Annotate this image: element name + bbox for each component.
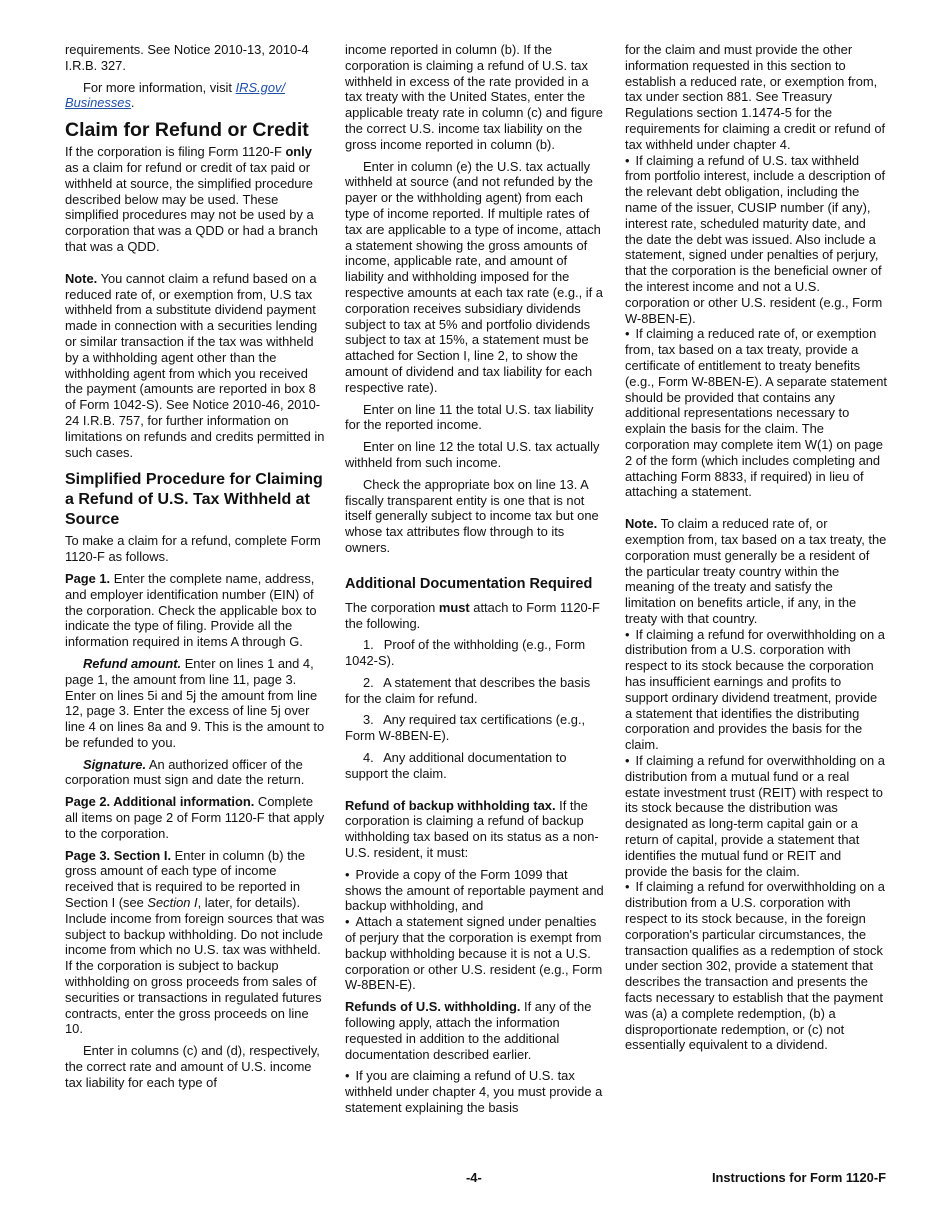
bullet-item: • If claiming a refund for overwithholding on a distribution from a U.S. corporation with respect to its stock because, in the foreign corporation's particular circumstances, the transaction qualifies as a redemption of stock under section 302, provide a statement that describes the transaction and presents the facts necessary to establish that the payment was (a) a complete redemption, (b) a disproportionate redemption, or (c) not essentially equivalent to a dividend. xyxy=(625,879,887,1053)
more-info-period: . xyxy=(130,95,135,111)
paragraph-simplified: To make a claim for a refund, complete Form 1120-F as follows. xyxy=(65,533,321,565)
bullet-item: • Attach a statement signed under penalties of perjury that the corporation is exempt from backup withholding because it is not a U.S. corporation or other U.S. resident (e.g., Form W-8BEN-E). xyxy=(345,914,607,993)
backup-label: Refund of backup withholding tax. xyxy=(345,797,556,813)
bullet-item: • If you are claiming a refund of U.S. tax withheld under chapter 4, you must provide a statement explaining the basis xyxy=(345,1068,607,1115)
page-number: -4- xyxy=(466,1170,482,1185)
page2-text: Complete all items on page 2 of Form 1120-F that apply to the corporation. xyxy=(65,794,325,841)
note-label: Note. xyxy=(625,516,658,532)
bullet-item: • If claiming a refund for overwithholding on a distribution from a U.S. corporation with respect to its stock because the corporation has insufficient earnings and profits to support ordinary dividend treatment, provide a statement that identifies the distributing corporation and provides the basis for the claim. xyxy=(625,627,887,753)
page1-label: Page 1. xyxy=(65,570,111,586)
refunds-text: If any of the following apply, attach the information requested in addition to the additional documentation described earlier. xyxy=(345,999,592,1062)
paragraph-continued: income reported in column (b). If the corporation is claiming a refund of U.S. tax withheld in excess of the rate provided in a tax treaty with the United States, enter the applicable treaty rate in column (c) and figure the correct U.S. income tax liability on the gross income reported in column (b). xyxy=(345,42,603,152)
paragraph-page3 xyxy=(65,848,327,1038)
paragraph-backup-withholding xyxy=(345,798,607,861)
paragraph-refunds-withholding xyxy=(345,999,607,1062)
more-info-text: For more information, visit xyxy=(83,79,236,95)
page3-section-ref: Section I xyxy=(147,895,198,911)
list-item: 4. Any additional documentation to support the claim. xyxy=(345,750,567,781)
column-middle xyxy=(345,42,607,1116)
column-left xyxy=(65,42,327,1097)
claim-text-c: as a claim for refund or credit of tax paid or withheld at source, the simplified procedure described below may be used. These simplified procedures may not be used by a corporation that was a QDD or had a branch that was a QDD. xyxy=(65,159,318,254)
paragraph-claim xyxy=(65,144,327,255)
note-treaty xyxy=(625,516,887,627)
paragraph-line11: Enter on line 11 the total U.S. tax liability for the reported income. xyxy=(345,401,594,433)
note-text: You cannot claim a refund based on a reduced rate of, or exemption from, U.S tax withheld from a substitute dividend payment made in connection with a securities lending or similar transaction if the tax was withheld by a withholding agent other than the withholding agent from which you received the payment (amounts are reported in box 8 of Form 1042-S). See Notice 2010-46, 2010-24 I.R.B. 757, for further information on limitations on refunds and credits permitted in such cases. xyxy=(65,270,325,460)
list-item: 2. A statement that describes the basis for the claim for refund. xyxy=(345,674,591,706)
paragraph-page1 xyxy=(65,571,327,650)
bullet-item: • If claiming a refund for overwithholding on a distribution from a mutual fund or a real estate investment trust (REIT) with respect to its stock because the distribution was designated as long-term capital gain or a return of capital, provide a statement that identifies the mutual fund or REIT and provide the basis for the claim. xyxy=(625,753,887,879)
note-label: Note. xyxy=(65,270,98,286)
paragraph-line12: Enter on line 12 the total U.S. tax actually withheld from such income. xyxy=(345,439,600,470)
must-bold: must xyxy=(438,599,470,615)
page2-label: Page 2. Additional information. xyxy=(65,794,255,810)
signature-label: Signature. xyxy=(83,756,147,772)
footer-form-title: Instructions for Form 1120-F xyxy=(711,1170,886,1185)
column-right xyxy=(625,42,887,1053)
paragraph-signature xyxy=(65,757,327,789)
heading-claim-for-refund: Claim for Refund or Credit xyxy=(65,119,309,142)
backup-text: If the corporation is claiming a refund of backup withholding tax based on its status as a non-U.S. resident, it must: xyxy=(345,797,599,861)
refund-amount-label: Refund amount. xyxy=(83,655,182,671)
paragraph-continued: for the claim and must provide the other information requested in this section to establish a reduced rate, or exemption from, tax under section 881. See Treasury Regulations section 1.1474-5 for the requirements for claiming a credit or refund of tax withheld under chapter 4. xyxy=(625,42,886,152)
claim-text-a: If the corporation is filing Form 1120-F xyxy=(65,144,286,160)
paragraph-line13: Check the appropriate box on line 13. A fiscally transparent entity is one that is not itself generally subject to income tax but one whose tax attributes flow through to its owners. xyxy=(345,476,599,555)
irs-businesses-link[interactable]: IRS.gov/ Businesses xyxy=(65,79,286,111)
must-text-c: attach to Form 1120-F the following. xyxy=(345,599,600,631)
refunds-label: Refunds of U.S. withholding. xyxy=(345,999,521,1015)
heading-additional-documentation: Additional Documentation Required xyxy=(345,575,593,592)
paragraph-more-info xyxy=(65,80,327,112)
bullet-item: • Provide a copy of the Form 1099 that shows the amount of reportable payment and backup withholding, and xyxy=(345,867,607,914)
paragraph-columns-c-d: Enter in columns (c) and (d), respectively, the correct rate and amount of U.S. income tax liability for each type of xyxy=(65,1043,320,1090)
note-substitute-dividend xyxy=(65,271,327,461)
paragraph-column-e: Enter in column (e) the U.S. tax actually withheld at source (and not refunded by the payer or the withholding agent) from each type of income reported. If multiple rates of tax are applicable to a type of income, attach a statement showing the gross amounts of income, applicable rate, and amount of liability and withholding imposed for the respective amounts at each tax rate (e.g., if a corporation receives subsidiary dividends subject to tax at 5% and portfolio dividends subject to tax at 15%, a statement must be attached for Section I, line 2, to show the amount of dividend and tax liability for each respective rate). xyxy=(345,158,603,395)
page3-text-a: Enter in column (b) the gross amount of each type of income received that is required to be reported in Section I (see xyxy=(65,847,306,911)
page3-text-b: , later, for details). Include income from foreign sources that was subject to backup withholding. Do not include income from which no U.S. tax was withheld. If the corporation is subject to backup withholding on gross proceeds from sales of securities or transactions in regulated futures contracts, enter the gross proceeds on line 10. xyxy=(65,895,325,1037)
note-text: To claim a reduced rate of, or exemption from, tax based on a tax treaty, the corporation must generally be a resident of the particular treaty country within the meaning of the treaty and satisfy the limitation on benefits article, if any, in the treaty with that country. xyxy=(625,516,887,626)
page1-text: Enter the complete name, address, and employer identification number (EIN) of the corporation. Check the applicable box to indicate the type of filing. Provide all the information required in items A through G. xyxy=(65,570,317,650)
must-text-a: The corporation xyxy=(345,599,439,615)
bullet-item: • If claiming a reduced rate of, or exemption from, tax based on a tax treaty, provide a certificate of entitlement to treaty benefits (e.g., Form W-8BEN-E). A separate statement should be provided that contains any additional representations necessary to explain the basis for the claim. The corporation may complete item W(1) on page 2 of the form (which includes completing and attaching Form 8833, if required) in lieu of attaching a statement. xyxy=(625,326,887,500)
paragraph-must-attach xyxy=(345,600,607,632)
paragraph-continued: requirements. See Notice 2010-13, 2010-4 I.R.B. 327. xyxy=(65,42,309,73)
refund-amount-text: Enter on lines 1 and 4, page 1, the amount from line 11, page 3. Enter on lines 5i and 5j the amount from line 12, page 3. Enter the excess of line 5j over line 4 on lines 8a and 9. This is the amount to be refunded to you. xyxy=(65,655,325,750)
heading-simplified-procedure: Simplified Procedure for Claiming a Refund of U.S. Tax Withheld at Source xyxy=(65,471,323,529)
list-item: 1. Proof of the withholding (e.g., Form 1042-S). xyxy=(345,637,586,669)
paragraph-refund-amount xyxy=(65,656,327,751)
signature-text: An authorized officer of the corporation must sign and date the return. xyxy=(65,756,305,788)
claim-only-bold: only xyxy=(285,144,312,160)
paragraph-page2 xyxy=(65,794,327,841)
page3-label: Page 3. Section I. xyxy=(65,847,172,863)
list-item: 3. Any required tax certifications (e.g., Form W-8BEN-E). xyxy=(345,712,586,744)
bullet-item: • If claiming a refund of U.S. tax withheld from portfolio interest, include a description of the relevant debt obligation, including the name of the issuer, CUSIP number (if any), interest rate, scheduled maturity date, and the date the debt was issued. Also include a statement, signed under penalties of perjury, that the corporation is the beneficial owner of the interest income and not a U.S. corporation or other U.S. resident (e.g., Form W-8BEN-E). xyxy=(625,153,887,327)
